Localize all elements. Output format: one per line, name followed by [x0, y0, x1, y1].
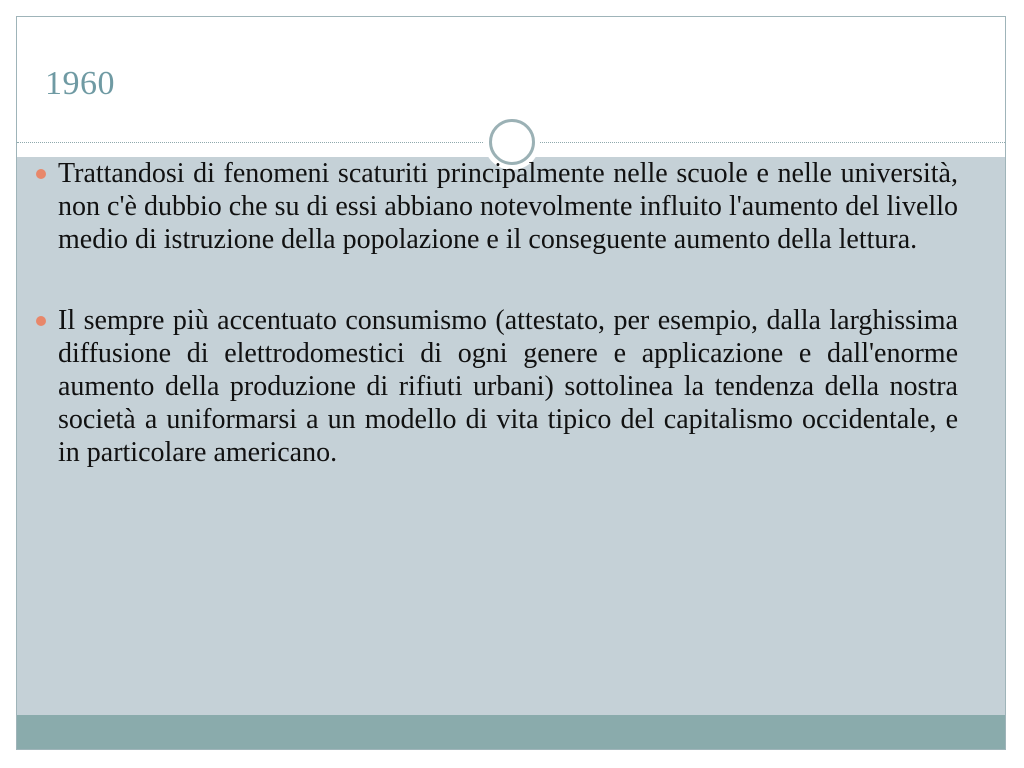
slide-title: 1960: [45, 65, 115, 102]
footer-bar: [17, 715, 1005, 750]
bullet-text: Trattandosi di fenomeni scaturiti principalmente nelle scuole e nelle università, non c'è dubbio che su di essi abbiano notevolmente influito l'aumento del livello medio di istruzione della popolazione e il conseguente aumento della lettura.: [58, 158, 958, 255]
bullet-item: [58, 304, 958, 469]
bullet-list: [58, 157, 958, 517]
bullet-dot-icon: [36, 169, 46, 179]
bullet-dot-icon: [36, 316, 46, 326]
bullet-item: [58, 157, 958, 256]
bullet-text: Il sempre più accentuato consumismo (attestato, per esempio, dalla larghissima diffusione di elettrodomestici di ogni genere e applicazione e dall'enorme aumento della produzione di rifiuti urbani) sottolinea la tendenza della nostra società a uniformarsi a un modello di vita tipico del capitalismo occidentale, e in particolare americano.: [58, 305, 958, 468]
